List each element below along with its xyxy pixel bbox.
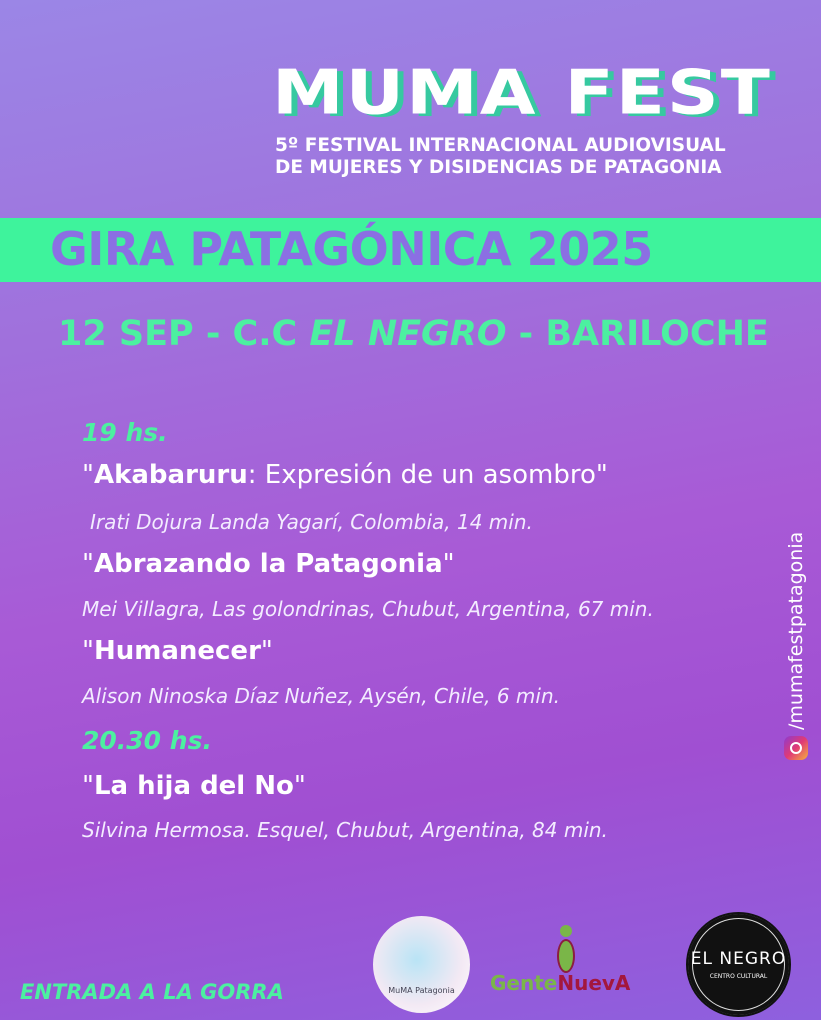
film-title: "Akabaruru: Expresión de un asombro" <box>82 460 608 490</box>
time-slot: 20.30 hs. <box>82 726 212 755</box>
instagram-handle[interactable]: /mumafestpatagonia <box>784 532 808 760</box>
muma-patagonia-logo: MuMA Patagonia <box>373 916 470 1013</box>
instagram-icon <box>784 736 808 760</box>
film-title: "Abrazando la Patagonia" <box>82 549 455 579</box>
muma-fest-logo: MUMA FEST <box>272 56 772 128</box>
event-date-venue: 12 SEP - C.C EL NEGRO - BARILOCHE <box>58 314 769 354</box>
subtitle-line-2: DE MUJERES Y DISIDENCIAS DE PATAGONIA <box>275 157 722 178</box>
film-credit: Silvina Hermosa. Esquel, Chubut, Argentina, 84 min. <box>82 818 608 842</box>
tour-banner <box>0 218 821 282</box>
film-credit: Mei Villagra, Las golondrinas, Chubut, Argentina, 67 min. <box>82 597 654 621</box>
film-title: "La hija del No" <box>82 771 306 801</box>
tour-title: GIRA PATAGÓNICA 2025 <box>50 222 653 276</box>
film-title: "Humanecer" <box>82 636 273 666</box>
el-negro-logo: EL NEGRO CENTRO CULTURAL <box>686 912 791 1017</box>
subtitle-line-1: 5º FESTIVAL INTERNACIONAL AUDIOVISUAL <box>275 135 726 156</box>
entry-note: ENTRADA A LA GORRA <box>20 980 284 1004</box>
venue-name: EL NEGRO <box>309 314 507 354</box>
time-slot: 19 hs. <box>82 418 168 447</box>
festival-subtitle <box>275 135 726 179</box>
gente-nueva-logo: GenteNuevA <box>490 925 650 1000</box>
film-credit: Alison Ninoska Díaz Nuñez, Aysén, Chile, 6 min. <box>82 684 560 708</box>
film-credit: Irati Dojura Landa Yagarí, Colombia, 14 min. <box>90 510 533 534</box>
